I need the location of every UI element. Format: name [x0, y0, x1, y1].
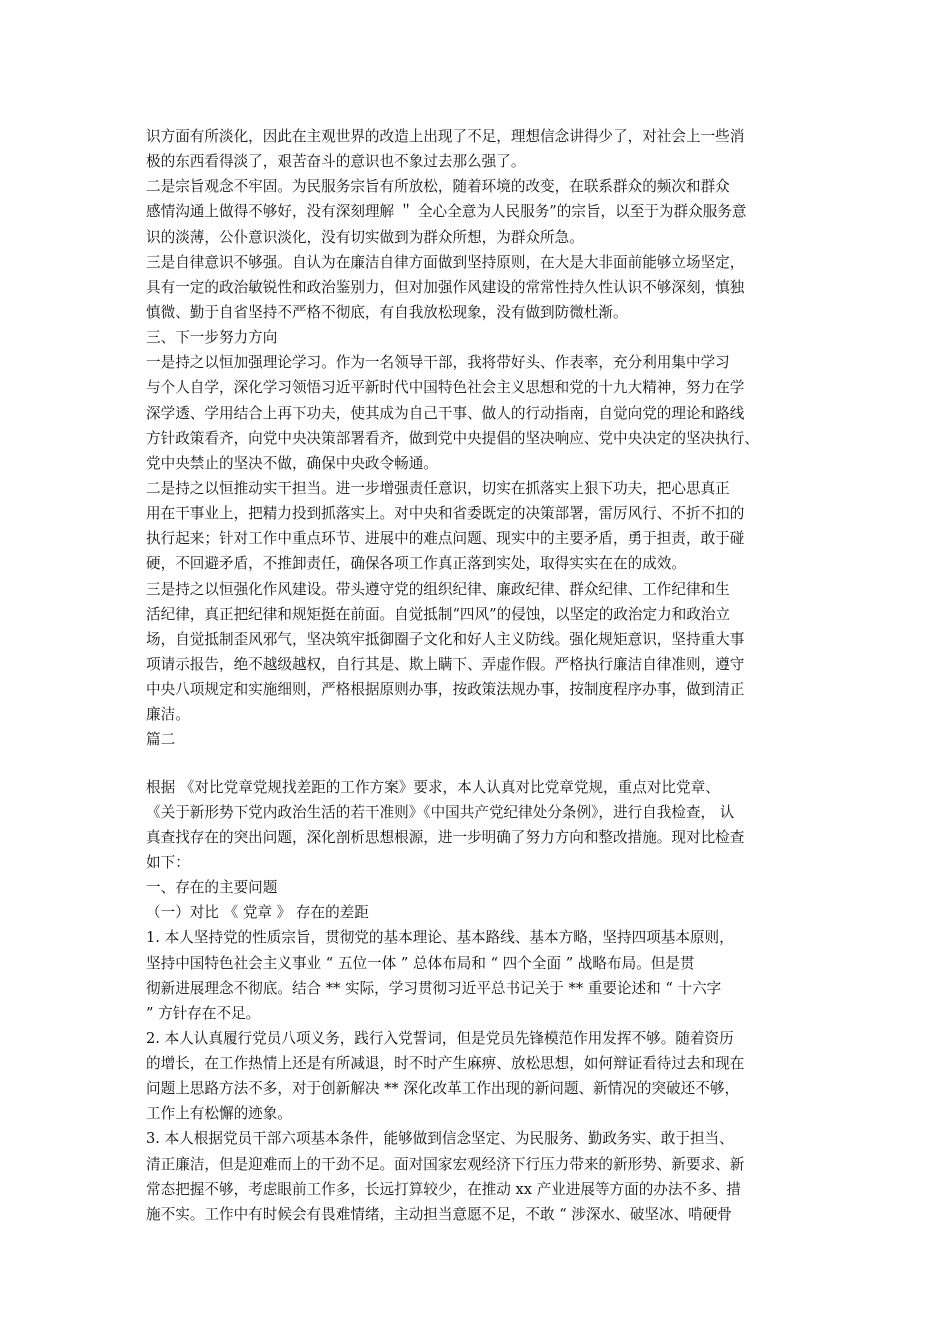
text-line: ” 方针存在不足。 — [146, 1004, 261, 1022]
text-line: 活纪律，真正把纪律和规矩挺在前面。自觉抵制“四风”的侵蚀，以坚定的政治定力和政治立 — [146, 605, 731, 623]
text-line: 工作上有松懈的迹象。 — [146, 1105, 292, 1123]
text-block-1 — [146, 124, 822, 753]
text-line: 二是宗旨观念不牢固。为民服务宗旨有所放松，随着环境的改变，在联系群众的频次和群众 — [146, 178, 730, 196]
text-line: 硬，不回避矛盾，不推卸责任，确保各项工作真正落到实处，取得实实在在的成效。 — [146, 555, 686, 573]
text-line: 常态把握不够，考虑眼前工作多，长远打算较少，在推动 xx 产业进展等方面的办法不多、措 — [146, 1180, 741, 1198]
section-heading: 三、下一步努力方向 — [146, 329, 278, 347]
text-line: 问题上思路方法不多，对于创新解决 ** 深化改革工作出现的新问题、新情况的突破还不够， — [146, 1080, 740, 1098]
text-line: 根据 《对比党章党规找差距的工作方案》要求，本人认真对比党章党规，重点对比党章、 — [146, 778, 720, 796]
text-line: 执行起来；针对工作中重点环节、进展中的难点问题、现实中的主要矛盾，勇于担责，敢于碰 — [146, 530, 745, 548]
text-line: 方针政策看齐，向党中央决策部署看齐，做到党中央提倡的坚决响应、党中央决定的坚决执行、 — [146, 429, 759, 447]
text-line: 三是自律意识不够强。自认为在廉洁自律方面做到坚持原则，在大是大非面前能够立场坚定， — [146, 253, 745, 271]
text-line: 二是持之以恒推动实干担当。进一步增强责任意识，切实在抓落实上狠下功夫，把心思真正 — [146, 479, 730, 497]
text-line: 深学透、学用结合上再下功夫，使其成为自己干事、做人的行动指南，自觉向党的理论和路线 — [146, 404, 745, 422]
text-line: 如下： — [146, 853, 190, 871]
text-line: 3. 本人根据党员干部六项基本条件，能够做到信念坚定、为民服务、勤政务实、敢于担当、 — [146, 1130, 734, 1148]
text-line: 真查找存在的突出问题，深化剖析思想根源，进一步明确了努力方向和整改措施。现对比检查 — [146, 828, 745, 846]
text-line: 1. 本人坚持党的性质宗旨，贯彻党的基本理论、基本路线、基本方略，坚持四项基本原则， — [146, 929, 734, 947]
document-page — [146, 124, 822, 1227]
text-line: 清正廉洁，但是迎难而上的干劲不足。面对国家宏观经济下行压力带来的新形势、新要求、新 — [146, 1155, 745, 1173]
text-line: 2. 本人认真履行党员八项义务，践行入党誓词，但是党员先锋模范作用发挥不够。随着资历 — [146, 1029, 734, 1047]
text-line: 一是持之以恒加强理论学习。作为一名领导干部，我将带好头、作表率，充分利用集中学习 — [146, 354, 730, 372]
text-line: 极的东西看得淡了，艰苦奋斗的意识也不象过去那么强了。 — [146, 153, 526, 171]
text-line: 《关于新形势下党内政治生活的若干准则》《中国共产党纪律处分条例》，进行自我检查， 认 — [146, 803, 735, 821]
text-block-2 — [146, 775, 822, 1228]
text-line: 慎微、勤于自省坚持不严格不彻底，有自我放松现象，没有做到防微杜渐。 — [146, 303, 628, 321]
text-line: 用在干事业上，把精力投到抓落实上。对中央和省委既定的决策部署，雷厉风行、不折不扣的 — [146, 505, 745, 523]
blank-gap — [146, 753, 822, 775]
section-heading: 一、存在的主要问题 — [146, 879, 278, 897]
text-line: 彻新进展理念不彻底。结合 ** 实际，学习贯彻习近平总书记关于 ** 重要论述和 “ 十六字 — [146, 979, 722, 997]
text-line: 识方面有所淡化，因此在主观世界的改造上出现了不足，理想信念讲得少了，对社会上一些消 — [146, 128, 745, 145]
text-line: 廉洁。 — [146, 706, 190, 724]
text-line: 坚持中国特色社会主义事业 “ 五位一体 ” 总体布局和 “ 四个全面 ” 战略布局。但是贯 — [146, 954, 695, 972]
text-line: 识的淡薄，公仆意识淡化，没有切实做到为群众所想，为群众所急。 — [146, 228, 584, 246]
text-line: 与个人自学，深化学习领悟习近平新时代中国特色社会主义思想和党的十九大精神，努力在学 — [146, 379, 745, 397]
text-line: 三是持之以恒强化作风建设。带头遵守党的组织纪律、廉政纪律、群众纪律、工作纪律和生 — [146, 580, 730, 598]
text-line: 感情沟通上做得不够好，没有深刻理解 ＂ 全心全意为人民服务”的宗旨，以至于为群众服务意 — [146, 203, 747, 221]
text-line: 中央八项规定和实施细则，严格根据原则办事，按政策法规办事，按制度程序办事，做到清正 — [146, 681, 745, 699]
text-line: 具有一定的政治敏锐性和政治鉴别力，但对加强作风建设的常常性持久性认识不够深刻，慎独 — [146, 278, 745, 296]
text-line: 的增长，在工作热情上还是有所减退，时不时产生麻痹、放松思想，如何辩证看待过去和现在 — [146, 1055, 745, 1073]
text-line: 施不实。工作中有时候会有畏难情绪，主动担当意愿不足，不敢 “ 涉深水、破坚冰、啃硬骨 — [146, 1205, 732, 1223]
part-heading: 篇二 — [146, 731, 176, 749]
text-line: 党中央禁止的坚决不做，确保中央政令畅通。 — [146, 454, 438, 472]
subsection-heading: （一）对比 《 党章 》 存在的差距 — [146, 904, 369, 922]
text-line: 项请示报告，绝不越级越权，自行其是、欺上瞒下、弄虚作假。严格执行廉洁自律准则，遵守 — [146, 655, 745, 673]
text-line: 场，自觉抵制歪风邪气，坚决筑牢抵御圈子文化和好人主义防线。强化规矩意识，坚持重大事 — [146, 630, 745, 648]
